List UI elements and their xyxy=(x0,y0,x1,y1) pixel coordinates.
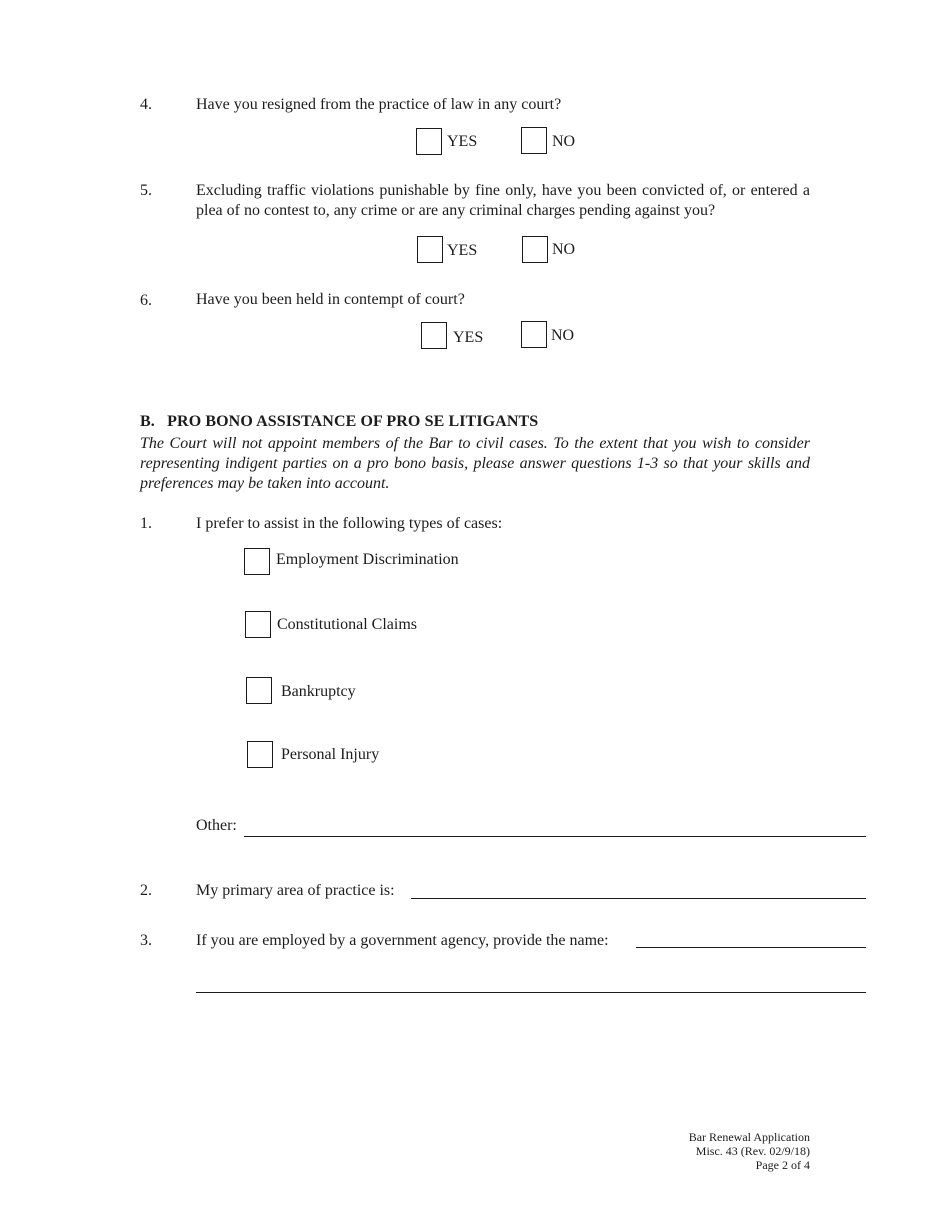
b-question-2-text: My primary area of practice is: xyxy=(196,882,395,899)
question-5-no-label: NO xyxy=(552,241,576,258)
government-agency-input-line[interactable] xyxy=(636,947,866,948)
personal-injury-checkbox[interactable] xyxy=(247,741,273,768)
other-input-line[interactable] xyxy=(244,836,866,837)
question-5-no-checkbox[interactable] xyxy=(522,236,548,263)
question-5-yes-label: YES xyxy=(447,242,478,259)
question-6-no-label: NO xyxy=(551,327,575,344)
bankruptcy-checkbox[interactable] xyxy=(246,677,272,704)
question-5-yes-checkbox[interactable] xyxy=(417,236,443,263)
b-question-3-number: 3. xyxy=(140,932,152,949)
question-5-text: Excluding traffic violations punishable by fine only, have you been convicted of, or entered a plea of no contest to, any crime or are any criminal charges pending against you? xyxy=(196,182,810,219)
other-label: Other: xyxy=(196,817,237,834)
primary-practice-input-line[interactable] xyxy=(411,898,866,899)
footer-form-number: Misc. 43 (Rev. 02/9/18) xyxy=(695,1144,810,1158)
constitutional-claims-checkbox[interactable] xyxy=(245,611,271,638)
footer-form-title: Bar Renewal Application xyxy=(688,1130,810,1144)
b-question-1-number: 1. xyxy=(140,515,152,532)
personal-injury-label: Personal Injury xyxy=(281,746,380,763)
b-question-3-text: If you are employed by a government agency, provide the name: xyxy=(196,932,609,949)
b-question-2-number: 2. xyxy=(140,882,152,899)
question-6-yes-label: YES xyxy=(453,329,484,346)
question-6-no-checkbox[interactable] xyxy=(521,321,547,348)
question-6-yes-checkbox[interactable] xyxy=(421,322,447,349)
section-b-intro: The Court will not appoint members of the Bar to civil cases. To the extent that you wish to consider representing indigent parties on a pro bono basis, please answer questions 1-3 so that your skills and preferences may be taken into account. xyxy=(140,435,810,492)
page-footer xyxy=(689,1130,810,1172)
constitutional-claims-label: Constitutional Claims xyxy=(277,616,418,633)
question-5-number: 5. xyxy=(140,182,152,199)
question-4-text: Have you resigned from the practice of law in any court? xyxy=(196,96,562,113)
employment-discrimination-checkbox[interactable] xyxy=(244,548,270,575)
question-4-yes-checkbox[interactable] xyxy=(416,128,442,155)
question-6-number: 6. xyxy=(140,292,152,309)
government-agency-continuation-line[interactable] xyxy=(196,992,866,993)
section-b-heading: B. PRO BONO ASSISTANCE OF PRO SE LITIGANTS xyxy=(140,413,539,430)
bankruptcy-label: Bankruptcy xyxy=(281,683,356,700)
employment-discrimination-label: Employment Discrimination xyxy=(276,551,459,568)
question-4-yes-label: YES xyxy=(447,133,478,150)
b-question-1-text: I prefer to assist in the following types of cases: xyxy=(196,515,503,532)
question-4-no-label: NO xyxy=(552,133,576,150)
question-6-text: Have you been held in contempt of court? xyxy=(196,291,465,308)
question-4-number: 4. xyxy=(140,96,152,113)
question-4-no-checkbox[interactable] xyxy=(521,127,547,154)
footer-page-number: Page 2 of 4 xyxy=(755,1158,810,1172)
